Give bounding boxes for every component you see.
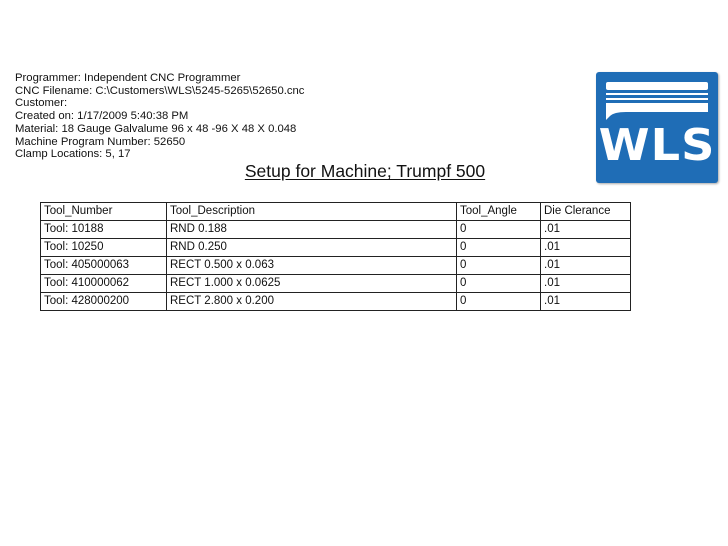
table-row [41, 275, 631, 293]
clamp-locations-line: Clamp Locations: 5, 17 [15, 148, 131, 161]
table-row [41, 257, 631, 275]
created-on-line: Created on: 1/17/2009 5:40:38 PM [15, 110, 189, 123]
tool-angle-cell: 0 [457, 257, 541, 275]
tool-description-cell: RECT 0.500 x 0.063 [167, 257, 457, 275]
die-clerance-cell: .01 [541, 257, 631, 275]
tool-angle-cell: 0 [457, 239, 541, 257]
tool-number-cell: Tool: 10250 [41, 239, 167, 257]
table-row [41, 239, 631, 257]
program-info [15, 72, 575, 161]
die-clerance-cell: .01 [541, 275, 631, 293]
material-line: Material: 18 Gauge Galvalume 96 x 48 -96 X 48 X 0.048 [15, 122, 297, 135]
column-header-die-clerance: Die Clerance [541, 203, 631, 221]
tool-description-cell: RECT 1.000 x 0.0625 [167, 275, 457, 293]
customer-line: Customer: [15, 97, 68, 110]
tool-description-cell: RND 0.188 [167, 221, 457, 239]
column-header-tool-description: Tool_Description [167, 203, 457, 221]
machine-program-number-line: Machine Program Number: 52650 [15, 135, 186, 148]
page-title: Setup for Machine; Trumpf 500 [244, 161, 486, 181]
tool-angle-cell: 0 [457, 293, 541, 311]
column-header-tool-number: Tool_Number [41, 203, 167, 221]
wls-logo [596, 72, 718, 183]
tool-angle-cell: 0 [457, 275, 541, 293]
die-clerance-cell: .01 [541, 221, 631, 239]
table-row [41, 293, 631, 311]
tool-number-cell: Tool: 405000063 [41, 257, 167, 275]
tool-angle-cell: 0 [457, 221, 541, 239]
logo-text: WLS [598, 120, 716, 171]
tool-number-cell: Tool: 10188 [41, 221, 167, 239]
tool-number-cell: Tool: 410000062 [41, 275, 167, 293]
column-header-tool-angle: Tool_Angle [457, 203, 541, 221]
tool-number-cell: Tool: 428000200 [41, 293, 167, 311]
table-header-row [41, 203, 631, 221]
tool-setup-table [40, 202, 631, 311]
die-clerance-cell: .01 [541, 239, 631, 257]
table-row [41, 221, 631, 239]
tool-description-cell: RECT 2.800 x 0.200 [167, 293, 457, 311]
die-clerance-cell: .01 [541, 293, 631, 311]
tool-description-cell: RND 0.250 [167, 239, 457, 257]
cnc-filename-line: CNC Filename: C:\Customers\WLS\5245-5265\52650.cnc [15, 84, 305, 97]
programmer-line: Programmer: Independent CNC Programmer [15, 72, 241, 84]
